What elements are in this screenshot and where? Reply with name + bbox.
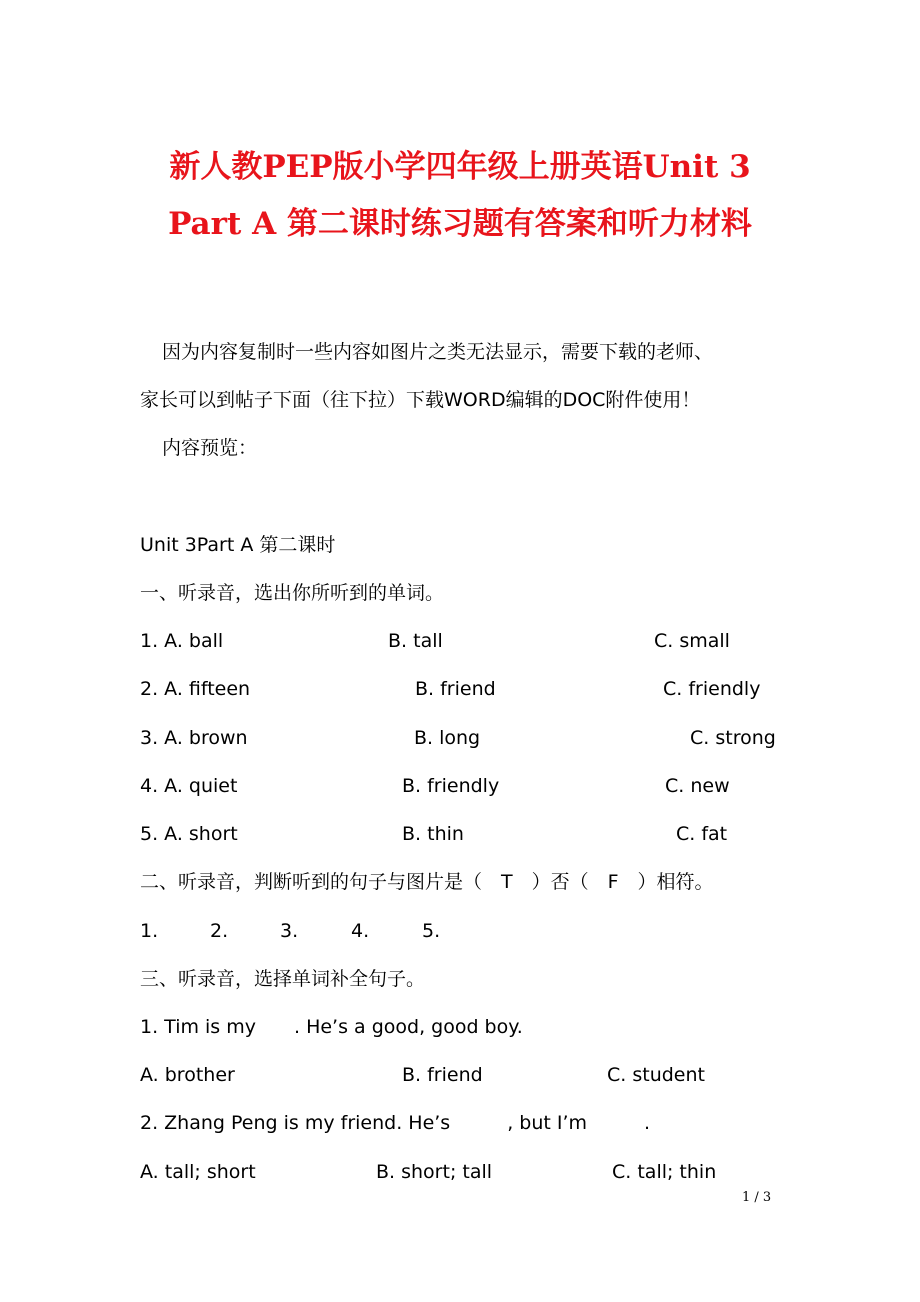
q2-option-c: C. friendly: [663, 678, 761, 700]
s3-q2-option-b: B. short; tall: [376, 1161, 493, 1183]
document-title-line-1: 新人教PEP版小学四年级上册英语Unit 3: [169, 149, 751, 185]
q1-option-c: C. small: [654, 630, 730, 652]
intro-line-1: 因为内容复制时一些内容如图片之类无法显示，需要下载的老师、: [162, 341, 714, 363]
q3-option-b: B. long: [414, 727, 481, 749]
q5-option-c: C. fat: [676, 823, 728, 845]
q3-option-c: C. strong: [690, 727, 776, 749]
s3-q1-option-b: B. friend: [402, 1064, 483, 1086]
q2-option-a: 2. A. fifteen: [140, 678, 251, 700]
s3-q1-option-a: A. brother: [140, 1064, 235, 1086]
s3-question-2: 2. Zhang Peng is my friend. He’s , but I’m .: [140, 1112, 651, 1134]
q1-option-b: B. tall: [388, 630, 443, 652]
q3-option-a: 3. A. brown: [140, 727, 248, 749]
picture-number-5: 5.: [422, 920, 441, 942]
picture-number-2: 2.: [210, 920, 229, 942]
s3-q1-option-c: C. student: [607, 1064, 705, 1086]
page-indicator: 1 / 3: [742, 1190, 772, 1205]
intro-line-2: 家长可以到帖子下面（往下拉）下载WORD编辑的DOC附件使用！: [140, 389, 701, 411]
section-1-heading: 一、听录音，选出你所听到的单词。: [140, 582, 445, 604]
s3-question-1: 1. Tim is my . He’s a good, good boy.: [140, 1016, 523, 1038]
q4-option-a: 4. A. quiet: [140, 775, 238, 797]
preview-label: 内容预览：: [162, 437, 258, 459]
q4-option-b: B. friendly: [402, 775, 500, 797]
q5-option-a: 5. A. short: [140, 823, 238, 845]
section-3-heading: 三、听录音，选择单词补全句子。: [140, 968, 426, 990]
s3-q2-option-c: C. tall; thin: [612, 1161, 717, 1183]
picture-number-1: 1.: [140, 920, 159, 942]
q2-option-b: B. friend: [415, 678, 496, 700]
section-2-heading: 二、听录音，判断听到的句子与图片是（ T ）否（ F ）相符。: [140, 871, 714, 893]
picture-number-4: 4.: [351, 920, 370, 942]
q4-option-c: C. new: [665, 775, 730, 797]
s3-q2-option-a: A. tall; short: [140, 1161, 256, 1183]
document-title-line-2: Part A 第二课时练习题有答案和听力材料: [168, 206, 752, 242]
q1-option-a: 1. A. ball: [140, 630, 224, 652]
lesson-heading: Unit 3Part A 第二课时: [140, 534, 336, 556]
q5-option-b: B. thin: [402, 823, 464, 845]
picture-number-3: 3.: [280, 920, 299, 942]
